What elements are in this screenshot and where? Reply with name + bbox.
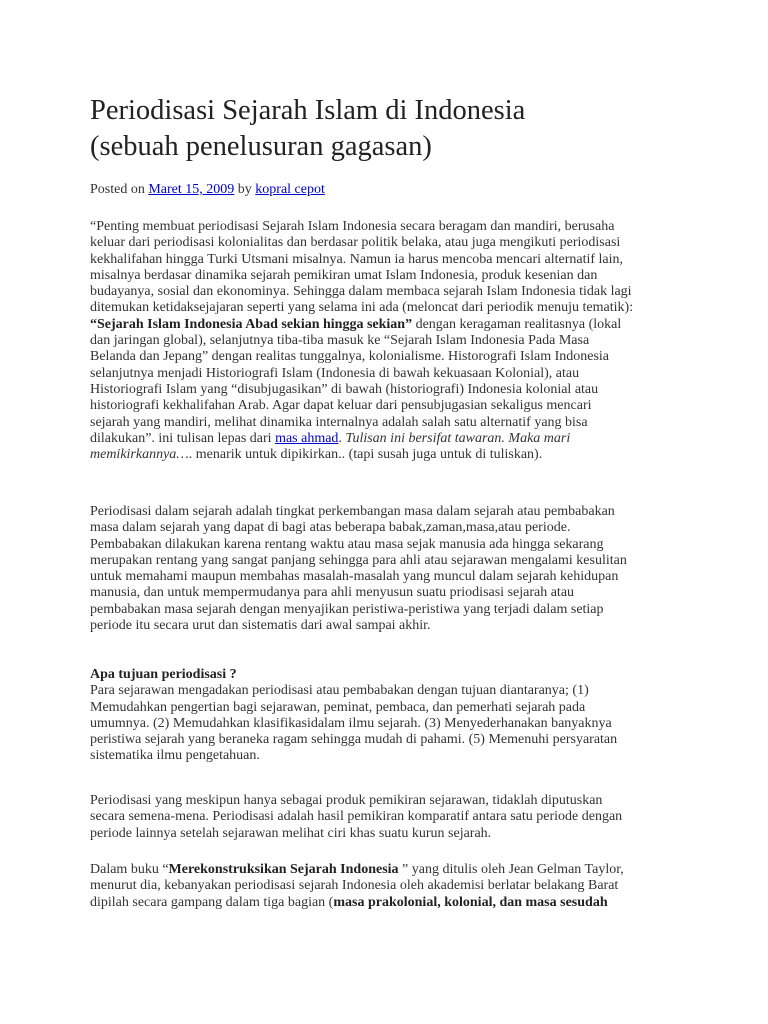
text-fragment: dengan keragaman realitasnya (lokal <box>412 316 622 332</box>
text-line: Periodisasi dalam sejarah adalah tingkat perkembangan masa dalam sejarah atau pembabakan <box>90 504 615 519</box>
paragraph-comparative <box>90 793 690 842</box>
bold-quote-title: “Sejarah Islam Indonesia Abad sekian hingga sekian” <box>90 316 413 332</box>
italic-note: Tulisan ini bersifat tawaran. Maka mari <box>345 430 571 446</box>
book-title: Merekonstruksikan Sejarah Indonesia <box>168 862 399 877</box>
author-link[interactable]: kopral cepot <box>255 182 325 197</box>
text-line: masa dalam sejarah yang dapat di bagi atas beberapa babak,zaman,masa,atau periode. <box>90 520 571 536</box>
text-line: Periodisasi yang meskipun hanya sebagai produk pemikiran sejarawan, tidaklah diputuskan <box>90 793 603 808</box>
text-line: budayanya, sosial dan ekonominya. Sehingga dalam membaca sejarah Islam Indonesia tidak lagi <box>90 284 632 300</box>
text-line: periode lainnya setelah sejarawan melihat ciri khas suatu kurun sejarah. <box>90 825 492 841</box>
text-line <box>90 447 690 463</box>
paragraph-quote <box>90 219 690 463</box>
text-fragment: ” yang ditulis oleh Jean Gelman Taylor, <box>398 862 624 877</box>
title-line-2: (sebuah penelusuran gagasan) <box>90 131 432 162</box>
text-line: untuk memahami maupun membahas masalah-masalah yang muncul dalam sejarah kehidupan <box>90 569 619 585</box>
text-line <box>90 317 690 333</box>
post-meta <box>90 181 730 199</box>
text-line: kekhalifahan hingga Turki Utsmani misalnya. Namun ia harus mencoba mencari alternatif lain, <box>90 251 624 267</box>
text-fragment: Dalam buku “ <box>90 862 169 877</box>
post-title <box>90 93 730 165</box>
bold-periods: masa prakolonial, kolonial, dan masa sesudah <box>333 894 608 910</box>
text-line: manusia, dan untuk mempermudanya para ahli menyusun suatu priodisasi sejarah atau <box>90 585 575 601</box>
title-line-1: Periodisasi Sejarah Islam di Indonesia <box>90 95 526 126</box>
text-line: sejarah yang mandiri, melihat dinamika internalnya adalah salah satu alternatif yang bisa <box>90 414 588 430</box>
italic-note: memikirkannya… <box>90 447 189 463</box>
text-line <box>90 862 690 878</box>
text-line: secara semena-mena. Periodisasi adalah hasil pemikiran komparatif antara satu periode dengan <box>90 809 623 825</box>
text-line: Pembabakan dilakukan karena rentang waktu atau masa sejak manusia ada hingga sekarang <box>90 536 604 552</box>
text-line: “Penting membuat periodisasi Sejarah Islam Indonesia secara beragam dan mandiri, berusaha <box>90 219 615 234</box>
text-line: Para sejarawan mengadakan periodisasi atau pembabakan dengan tujuan diantaranya; (1) <box>90 683 589 699</box>
text-line <box>90 895 690 911</box>
paragraph-purpose <box>90 667 690 765</box>
text-line: misalnya berdasar dinamika sejarah pemikiran umat Islam Indonesia, produk kesenian dan <box>90 267 598 283</box>
text-line: Historiografi Islam yang “disubjugasikan” di bawah (historiografi) Indonesia kolonial atau <box>90 381 599 397</box>
text-line: umumnya. (2) Memudahkan klasifikasidalam ilmu sejarah. (3) Menyederhanakan banyaknya <box>90 715 612 731</box>
text-line: menurut dia, kebanyakan periodisasi sejarah Indonesia oleh akademisi berlatar belakang Barat <box>90 878 619 894</box>
text-line: ditemukan ketidaksejajaran seperti yang selama ini ada (meloncat dari periodik menuju tematik): <box>90 300 634 316</box>
text-fragment: . menarik untuk dipikirkan.. (tapi susah juga untuk di tuliskan). <box>188 447 543 463</box>
text-line <box>90 431 690 447</box>
mas-ahmad-link[interactable]: mas ahmad <box>275 430 339 446</box>
text-line: dan jaringan global), selanjutnya tiba-tiba masuk ke “Sejarah Islam Indonesia Pada Masa <box>90 333 590 349</box>
text-fragment: dipilah secara gampang dalam tiga bagian ( <box>90 894 334 910</box>
text-line: Memudahkan pengertian bagi sejarawan, peminat, pembaca, dan pemerhati sejarah pada <box>90 699 586 715</box>
posted-on-label: Posted on <box>90 182 145 197</box>
text-line: selanjutnya menjadi Historiografi Islam (Indonesia di bawah kekuasaan Kolonial), atau <box>90 365 580 381</box>
text-fragment: . <box>338 430 346 446</box>
text-line: pembabakan masa sejarah dengan menyajikan peristiwa-peristiwa yang terjadi dalam setiap <box>90 601 604 617</box>
text-line: sistematika ilmu pengetahuan. <box>90 748 260 764</box>
paragraph-book <box>90 862 690 911</box>
by-label: by <box>237 182 252 197</box>
post-date-link[interactable]: Maret 15, 2009 <box>148 182 235 197</box>
text-line: historiografi kekhalifahan Arab. Agar dapat keluar dari pensubjugasian sekaligus mencari <box>90 398 592 414</box>
text-line: peristiwa sejarah yang beraneka ragam sehingga mudah di pahami. (5) Memenuhi persyaratan <box>90 732 618 748</box>
paragraph-definition <box>90 504 690 634</box>
text-line: keluar dari periodisasi kolonialitas dan berdasar politik belaka, atau juga mengikuti periodisasi <box>90 235 621 251</box>
text-line: Belanda dan Jepang” dengan realitas tunggalnya, kolonialisme. Historografi Islam Indonesia <box>90 349 610 365</box>
text-fragment: dilakukan”. ini tulisan lepas dari <box>90 430 276 446</box>
text-line: periode itu secara urut dan sistematis dari awal sampai akhir. <box>90 618 431 634</box>
section-heading: Apa tujuan periodisasi ? <box>90 667 237 682</box>
text-line: merupakan rentang yang sangat panjang sehingga para ahli atau sejarawan mengalami kesulitan <box>90 552 627 568</box>
